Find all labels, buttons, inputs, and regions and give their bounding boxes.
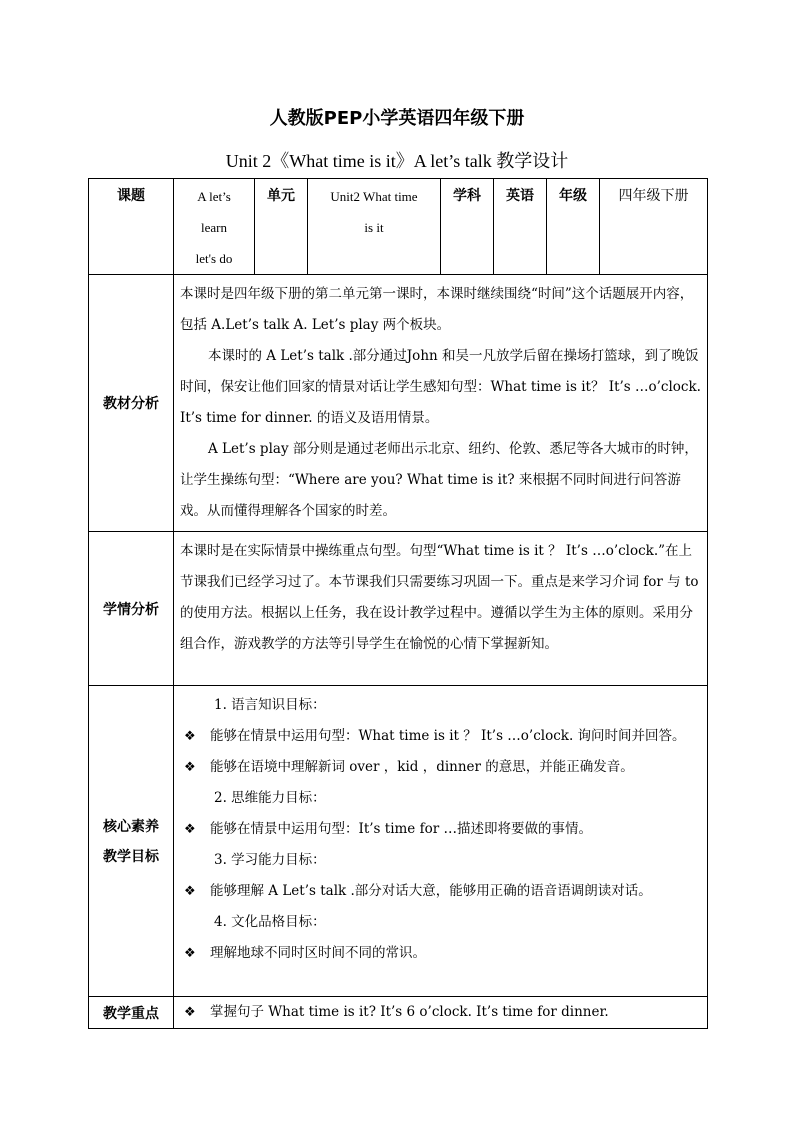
diamond-bullet-icon: ❖ [184,946,196,961]
topic-line: learn [201,220,227,235]
material-analysis-content [174,275,708,532]
header-row [89,179,708,275]
lesson-plan-table [88,178,708,1029]
grade-value: 四年级下册 [600,179,708,275]
paragraph: 本课时的 A Let’s talk .部分通过John 和吴一凡放学后留在操场打篮球，到了晚饭时间，保安让他们回家的情景对话让学生感知句型：What time is it？ It’s …o’clock. It’s time for dinner. 的语义及语用情景。 [180,348,701,426]
topic-value [174,179,255,275]
goals-row [89,686,708,997]
topic-line: A let’s [197,189,231,204]
list-item-text: 能够在情景中运用句型：What time is it ？ It’s …o’clock. 询问时间并回答。 [210,728,686,744]
subject-value: 英语 [494,179,547,275]
goal-heading: 4. 文化品格目标： [214,914,326,930]
diamond-bullet-icon: ❖ [184,729,196,744]
unit-label: 单元 [255,179,308,275]
learner-analysis-label: 学情分析 [89,532,174,686]
list-item [180,752,701,783]
list-item [180,938,701,969]
grade-label: 年级 [547,179,600,275]
goal-heading: 1. 语言知识目标： [214,697,326,713]
list-item [180,814,701,845]
list-item-text: 理解地球不同时区时间不同的常识。 [210,945,426,961]
diamond-bullet-icon: ❖ [184,822,196,837]
goals-label [89,686,174,997]
unit-line: Unit2 What time [330,189,418,204]
document-subtitle: Unit 2《What time is it》A let’s talk 教学设计 [225,151,569,171]
list-item-text: 掌握句子 What time is it? It’s 6 o’clock. It’s time for dinner. [210,1004,609,1020]
subject-label: 学科 [441,179,494,275]
learner-analysis-content [174,532,708,686]
diamond-bullet-icon: ❖ [184,1005,196,1020]
list-item [180,721,701,752]
material-analysis-row [89,275,708,532]
learner-analysis-row [89,532,708,686]
focus-label: 教学重点 [89,997,174,1029]
topic-line: let's do [195,251,233,266]
focus-row [89,997,708,1029]
document-title: 人教版PEP小学英语四年级下册 [269,108,525,129]
paragraph: 本课时是四年级下册的第二单元第一课时，本课时继续围绕“时间”这个话题展开内容，包括 A.Let’s talk A. Let’s play 两个板块。 [180,286,694,333]
focus-content [174,997,708,1029]
diamond-bullet-icon: ❖ [184,884,196,899]
list-item-text: 能够在情景中运用句型：It’s time for …描述即将要做的事情。 [210,821,592,837]
goals-label-line: 教学目标 [103,849,159,865]
list-item [180,876,701,907]
list-item-text: 能够理解 A Let’s talk .部分对话大意，能够用正确的语音语调朗读对话。 [210,883,652,899]
goals-label-line: 核心素养 [103,819,159,835]
material-analysis-label: 教材分析 [89,275,174,532]
unit-line: is it [364,220,384,235]
topic-label: 课题 [89,179,174,275]
list-item-text: 能够在语境中理解新词 over ，kid ，dinner 的意思，并能正确发音。 [210,759,634,775]
paragraph: 本课时是在实际情景中操练重点句型。句型“What time is it ？ It’s …o’clock.”在上节课我们已经学习过了。本节课我们只需要练习巩固一下。重点是来学习介词 for 与 to 的使用方法。根据以上任务，我在设计教学过程中。遵循以学生为主体的原则。采用分组合作，游戏教学的方法等引导学生在愉悦的心情下掌握新知。 [180,543,699,652]
paragraph: A Let’s play 部分则是通过老师出示北京、纽约、伦敦、悉尼等各大城市的时钟，让学生操练句型：“Where are you? What time is it? 来根据不同时间进行问答游戏。从而懂得理解各个国家的时差。 [180,441,698,519]
goal-heading: 2. 思维能力目标： [214,790,326,806]
diamond-bullet-icon: ❖ [184,760,196,775]
list-item [180,997,701,1028]
goals-content [174,686,708,997]
goal-heading: 3. 学习能力目标： [214,852,326,868]
unit-value [308,179,441,275]
